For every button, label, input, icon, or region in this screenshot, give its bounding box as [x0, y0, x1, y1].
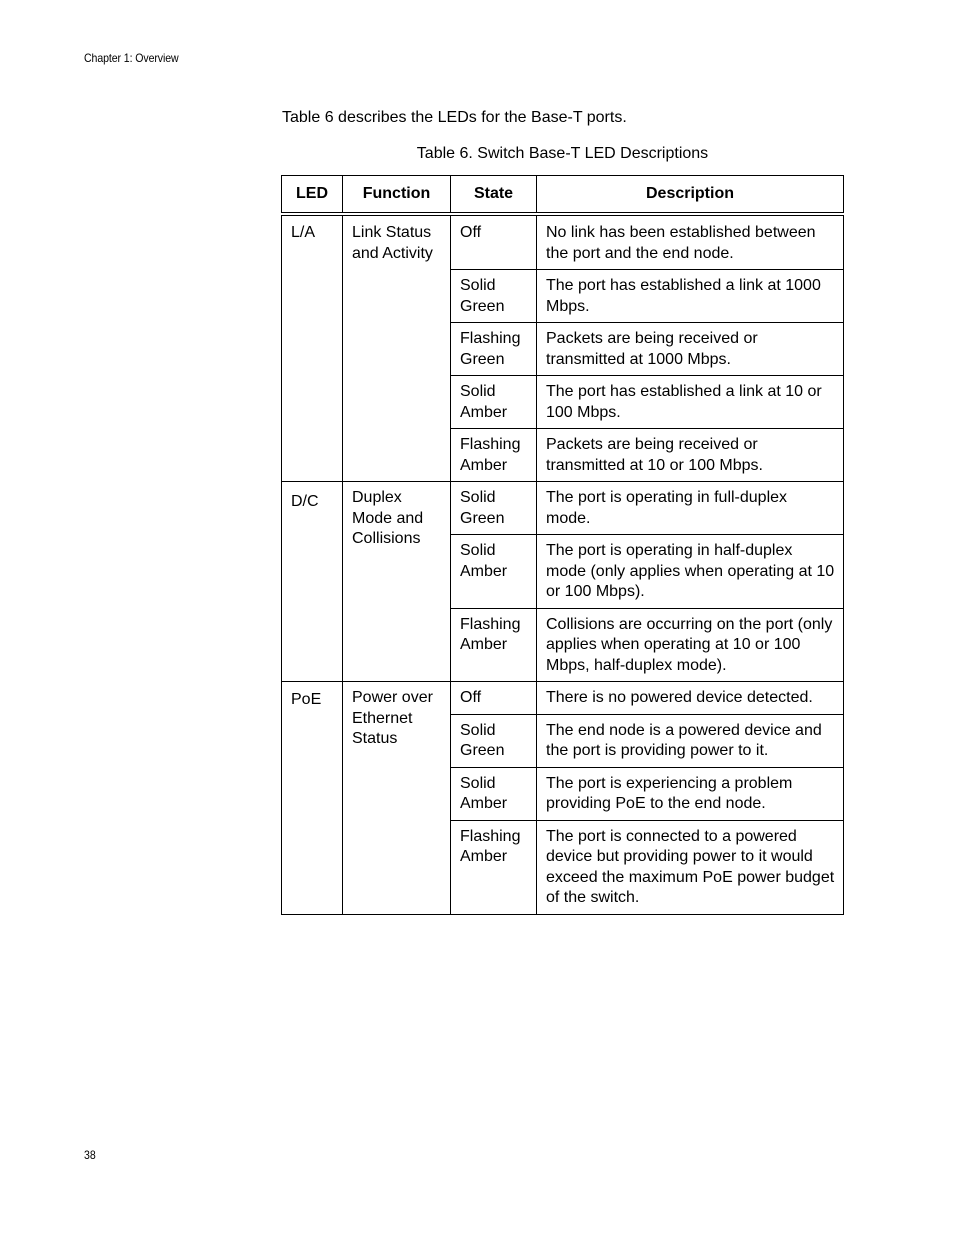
description-cell: The port is operating in half-duplex mode (only applies when operating at 10 or 100 Mbps).: [537, 535, 844, 609]
state-cell: Flashing Amber: [451, 820, 537, 914]
state-cell: Off: [451, 682, 537, 715]
led-descriptions-table: [281, 175, 844, 915]
description-cell: Packets are being received or transmitted at 10 or 100 Mbps.: [537, 429, 844, 482]
description-cell: The port has established a link at 10 or 100 Mbps.: [537, 376, 844, 429]
function-cell: Power over Ethernet Status: [343, 682, 451, 915]
description-cell: The port has established a link at 1000 Mbps.: [537, 270, 844, 323]
state-cell: Solid Green: [451, 714, 537, 767]
state-cell: Solid Amber: [451, 376, 537, 429]
state-cell: Solid Amber: [451, 535, 537, 609]
state-cell: Solid Green: [451, 270, 537, 323]
state-cell: Flashing Amber: [451, 429, 537, 482]
description-cell: The port is experiencing a problem providing PoE to the end node.: [537, 767, 844, 820]
description-cell: The port is operating in full-duplex mode.: [537, 482, 844, 535]
state-cell: Solid Green: [451, 482, 537, 535]
table-row: [282, 482, 844, 535]
description-cell: There is no powered device detected.: [537, 682, 844, 715]
state-cell: Off: [451, 214, 537, 270]
function-cell: Duplex Mode and Collisions: [343, 482, 451, 682]
description-cell: No link has been established between the port and the end node.: [537, 214, 844, 270]
function-cell: Link Status and Activity: [343, 214, 451, 482]
header-state: State: [451, 176, 537, 215]
state-cell: Flashing Green: [451, 323, 537, 376]
header-description: Description: [537, 176, 844, 215]
table-row: [282, 214, 844, 270]
header-led: LED: [282, 176, 343, 215]
table-row: [282, 682, 844, 715]
state-cell: Solid Amber: [451, 767, 537, 820]
running-header: Chapter 1: Overview: [84, 51, 179, 65]
led-cell: D/C: [282, 482, 343, 682]
description-cell: Collisions are occurring on the port (only applies when operating at 10 or 100 Mbps, half-duplex mode).: [537, 608, 844, 682]
description-cell: The end node is a powered device and the port is providing power to it.: [537, 714, 844, 767]
description-cell: Packets are being received or transmitted at 1000 Mbps.: [537, 323, 844, 376]
description-cell: The port is connected to a powered device but providing power to it would exceed the maximum PoE power budget of the switch.: [537, 820, 844, 914]
intro-paragraph: Table 6 describes the LEDs for the Base-T ports.: [282, 109, 627, 126]
header-function: Function: [343, 176, 451, 215]
page-number: 38: [84, 1148, 96, 1162]
table-caption: Table 6. Switch Base-T LED Descriptions: [416, 145, 709, 162]
table-header-row: [282, 176, 844, 215]
state-cell: Flashing Amber: [451, 608, 537, 682]
led-cell: PoE: [282, 682, 343, 915]
led-cell: L/A: [282, 214, 343, 482]
